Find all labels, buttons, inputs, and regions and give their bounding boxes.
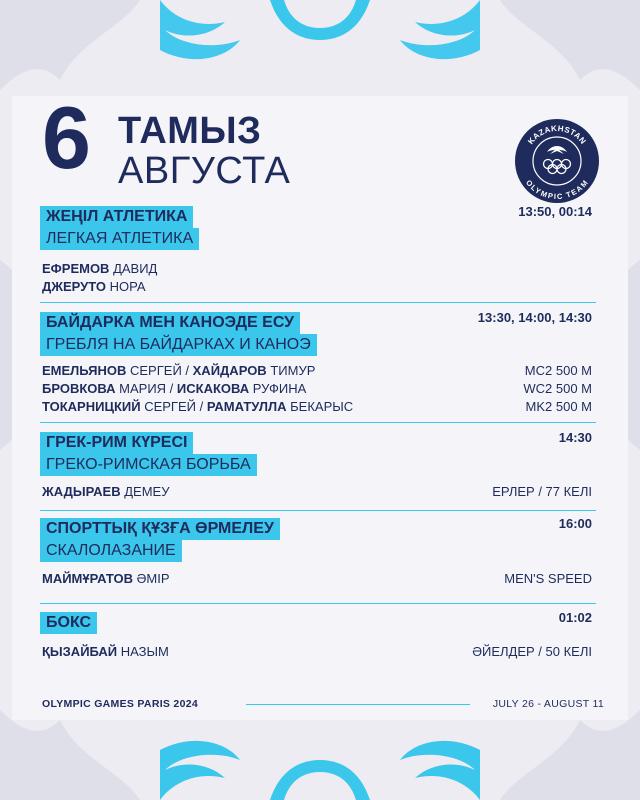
event-label: MEN'S SPEED — [504, 571, 592, 586]
event-label: WC2 500 M — [523, 381, 592, 396]
top-ornament — [270, 0, 370, 40]
athlete-row: ҚЫЗАЙБАЙ НАЗЫМ ӘЙЕЛДЕР / 50 КЕЛІ — [42, 644, 592, 659]
section-canoe — [40, 312, 596, 416]
athlete-row: ЖАДЫРАЕВ ДЕМЕУ ЕРЛЕР / 77 КЕЛІ — [42, 484, 592, 499]
section-time: 01:02 — [558, 610, 592, 625]
section-time: 13:30, 14:00, 14:30 — [477, 310, 592, 325]
athlete-row: ТОКАРНИЦКИЙ СЕРГЕЙ / РАМАТУЛЛА БЕКАРЫС MK2 500 M — [42, 399, 592, 414]
athlete-row: БРОВКОВА МАРИЯ / ИСКАКОВА РУФИНА WC2 500 M — [42, 381, 592, 396]
section-title-ru: ЛЕГКАЯ АТЛЕТИКА — [40, 228, 199, 250]
section-athletics — [40, 206, 596, 296]
day-number: 6 — [42, 88, 91, 187]
section-boxing — [40, 612, 596, 661]
section-title-ru: ГРЕКО-РИМСКАЯ БОРЬБА — [40, 454, 257, 476]
section-divider — [40, 302, 596, 303]
section-divider — [40, 422, 596, 423]
athlete-row: МАЙМҰРАТОВ ӘМІР MEN'S SPEED — [42, 571, 592, 586]
month-russian: АВГУСТА — [118, 150, 291, 192]
kazakhstan-olympic-team-logo — [514, 118, 600, 204]
section-title-kz: БОКС — [40, 612, 97, 634]
section-time: 13:50, 00:14 — [518, 204, 592, 219]
section-title-kz: БАЙДАРКА МЕН КАНОЭДЕ ЕСУ — [40, 312, 300, 334]
footer-dates: JULY 26 - AUGUST 11 — [492, 698, 604, 710]
bottom-ornament — [270, 760, 370, 800]
section-climbing — [40, 518, 596, 588]
section-title-kz: ГРЕК-РИМ КҮРЕСІ — [40, 432, 193, 454]
section-title-kz: СПОРТТЫҚ ҚҰЗҒА ӨРМЕЛЕУ — [40, 518, 280, 540]
section-divider — [40, 603, 596, 604]
section-time: 16:00 — [558, 516, 592, 531]
athlete-row: ЕФРЕМОВ ДАВИД — [42, 261, 158, 276]
month-kazakh: ТАМЫЗ — [118, 110, 262, 152]
footer-games-title: OLYMPIC GAMES PARIS 2024 — [42, 698, 198, 710]
section-title-ru: ГРЕБЛЯ НА БАЙДАРКАХ И КАНОЭ — [40, 334, 317, 356]
section-time: 14:30 — [558, 430, 592, 445]
section-title-kz: ЖЕҢІЛ АТЛЕТИКА — [40, 206, 193, 228]
athlete-row: ЕМЕЛЬЯНОВ СЕРГЕЙ / ХАЙДАРОВ ТИМУР MC2 500 M — [42, 363, 592, 378]
logo-text-bottom: OLYMPIC TEAM — [524, 178, 590, 202]
event-label: ЕРЛЕР / 77 КЕЛІ — [492, 484, 592, 499]
section-wrestling — [40, 432, 596, 501]
section-divider — [40, 510, 596, 511]
event-label: ӘЙЕЛДЕР / 50 КЕЛІ — [472, 644, 592, 659]
logo-text-top: KAZAKHSTAN — [526, 123, 588, 146]
section-title-ru: СКАЛОЛАЗАНИЕ — [40, 540, 182, 562]
footer-divider — [246, 704, 470, 705]
event-label: MK2 500 M — [525, 399, 592, 414]
event-label: MC2 500 M — [524, 363, 592, 378]
athlete-row: ДЖЕРУТО НОРА — [42, 279, 146, 294]
